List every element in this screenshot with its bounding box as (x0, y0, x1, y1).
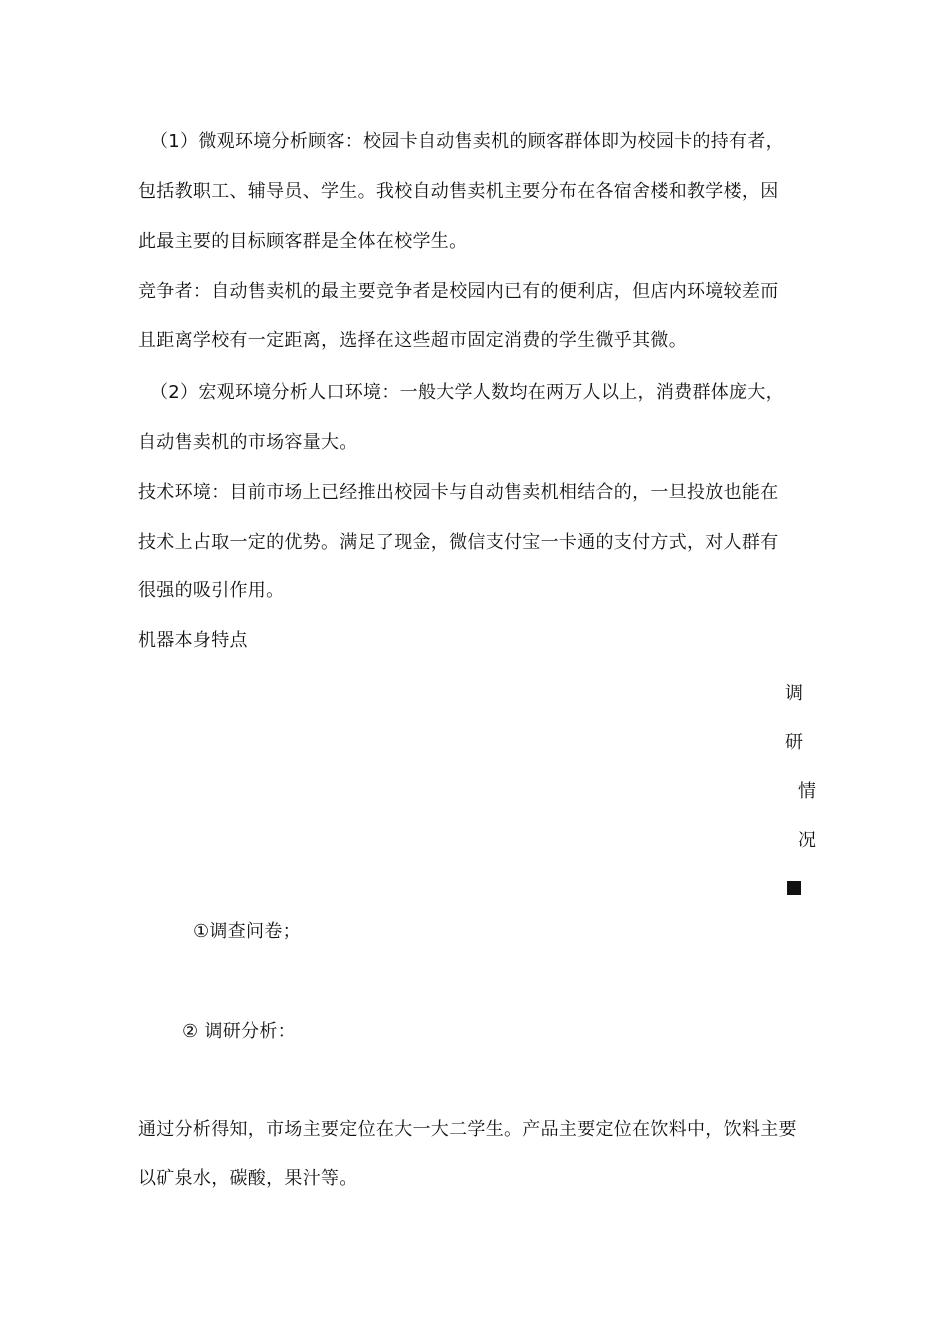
macro-environment-line-2: 自动售卖机的市场容量大。 (138, 432, 358, 453)
vertical-heading-char-4: 况 (798, 830, 817, 851)
tech-environment-line-2: 技术上占取一定的优势。满足了现金，微信支付宝一卡通的支付方式，对人群有 (138, 532, 779, 553)
micro-environment-customers-line-2: 包括教职工、辅导员、学生。我校自动售卖机主要分布在各宿舍楼和教学楼，因 (138, 181, 779, 202)
machine-features-heading: 机器本身特点 (138, 630, 248, 651)
vertical-heading-char-1: 调 (785, 683, 804, 704)
vertical-heading-char-2: 研 (785, 732, 804, 753)
macro-environment-line-1: （2）宏观环境分析人口环境：一般大学人数均在两万人以上，消费群体庞大， (150, 382, 784, 403)
survey-analysis-item: ② 调研分析： (182, 1021, 296, 1042)
tech-environment-line-1: 技术环境：目前市场上已经推出校园卡与自动售卖机相结合的，一旦投放也能在 (138, 482, 779, 503)
competitors-line-1: 竞争者：自动售卖机的最主要竞争者是校园内已有的便利店，但店内环境较差而 (138, 281, 779, 302)
survey-questionnaire-item: ①调查问卷； (193, 921, 301, 942)
conclusion-line-2: 以矿泉水，碳酸，果汁等。 (138, 1168, 358, 1189)
competitors-line-2: 且距离学校有一定距离，选择在这些超市固定消费的学生微乎其微。 (138, 330, 687, 351)
vertical-heading-char-3: 情 (798, 781, 817, 802)
square-bullet-icon (787, 881, 801, 895)
conclusion-line-1: 通过分析得知，市场主要定位在大一大二学生。产品主要定位在饮料中，饮料主要 (138, 1119, 797, 1140)
tech-environment-line-3: 很强的吸引作用。 (138, 580, 285, 601)
micro-environment-customers-line-1: （1）微观环境分析顾客：校园卡自动售卖机的顾客群体即为校园卡的持有者， (150, 131, 784, 152)
micro-environment-customers-line-3: 此最主要的目标顾客群是全体在校学生。 (138, 231, 468, 252)
